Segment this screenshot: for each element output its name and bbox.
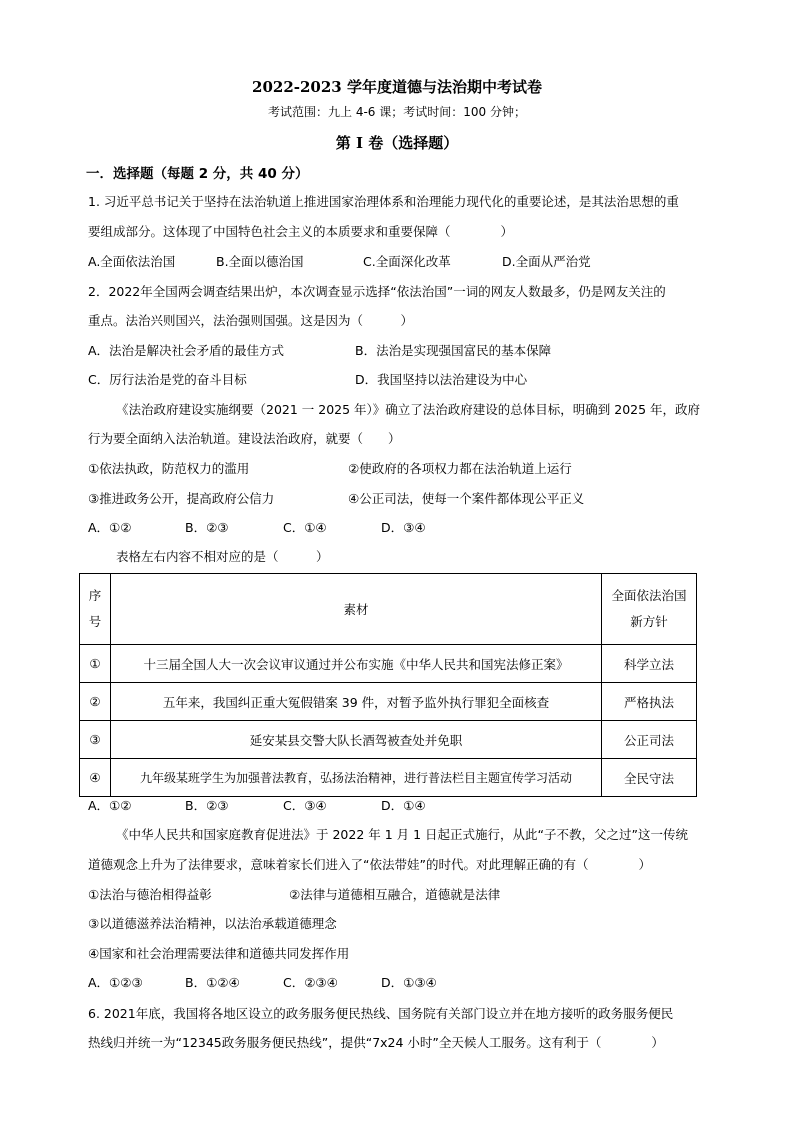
- table-header-policy-line1: 全面依法治国: [611, 588, 687, 603]
- table-cell-policy: 科学立法: [602, 645, 697, 683]
- q3-statement-3: ③推进政务公开，提高政府公信力: [88, 491, 275, 506]
- q3-option-b: B．②③: [185, 520, 229, 535]
- q5-statement-1: ①法治与德治相得益彰: [88, 887, 212, 902]
- q5-option-d: D．①③④: [381, 975, 437, 990]
- q3-stem-line1: 《法治政府建设实施纲要（2021 一 2025 年）》确立了法治政府建设的总体目标，明确到 2025 年，政府: [116, 402, 701, 417]
- table-cell-no: ③: [80, 721, 111, 759]
- q2-option-c: C．厉行法治是党的奋斗目标: [88, 372, 247, 387]
- table-cell-material: 五年来，我国纠正重大冤假错案 39 件，对暂予监外执行罪犯全面核查: [111, 683, 602, 721]
- exam-title: 2022-2023 学年度道德与法治期中考试卷: [252, 78, 542, 96]
- q2-stem-line2: 重点。法治兴则国兴，法治强则国强。这是因为（ ）: [88, 313, 414, 328]
- q1-stem-line2: 要组成部分。这体现了中国特色社会主义的本质要求和重要保障（ ）: [88, 224, 514, 239]
- q4-option-b: B．②③: [185, 798, 229, 813]
- table-row: [80, 759, 697, 797]
- q2-option-b: B．法治是实现强国富民的基本保障: [355, 343, 552, 358]
- q3-statement-2: ②使政府的各项权力都在法治轨道上运行: [348, 461, 572, 476]
- table-cell-policy: 严格执法: [602, 683, 697, 721]
- table-row: [80, 721, 697, 759]
- q4-option-c: C．③④: [283, 798, 327, 813]
- q3-option-a: A．①②: [88, 520, 132, 535]
- q3-option-c: C．①④: [283, 520, 327, 535]
- q1-option-a: A.全面依法治国: [88, 254, 176, 269]
- q1-option-d: D.全面从严治党: [502, 254, 591, 269]
- exam-subtitle: 考试范围：九上 4-6 课；考试时间：100 分钟；: [268, 105, 526, 119]
- table-cell-no: ①: [80, 645, 111, 683]
- q4-stem: 表格左右内容不相对应的是（ ）: [116, 549, 329, 564]
- q5-stem-line2: 道德观念上升为了法律要求，意味着家长们进入了“依法带娃”的时代。对此理解正确的有（ ）: [88, 857, 651, 872]
- q3-stem-line2: 行为要全面纳入法治轨道。建设法治政府，就要（ ）: [88, 431, 401, 446]
- part-heading: 第 Ⅰ 卷（选择题）: [335, 134, 459, 152]
- q2-option-d: D．我国坚持以法治建设为中心: [355, 372, 528, 387]
- q5-option-c: C．②③④: [283, 975, 338, 990]
- q3-option-d: D．③④: [381, 520, 426, 535]
- q6-stem-line1: 6. 2021年底，我国将各地区设立的政务服务便民热线、国务院有关部门设立并在地方接听的政务服务便民: [88, 1006, 674, 1021]
- table-cell-material: 延安某县交警大队长酒驾被查处并免职: [111, 721, 602, 759]
- q4-table: [79, 573, 697, 797]
- q3-statement-1: ①依法执政，防范权力的滥用: [88, 461, 250, 476]
- table-header-material: 素材: [111, 574, 602, 645]
- table-cell-policy: 全民守法: [602, 759, 697, 797]
- q4-option-a: A．①②: [88, 798, 132, 813]
- table-cell-no: ②: [80, 683, 111, 721]
- q3-statement-4: ④公正司法，使每一个案件都体现公平正义: [348, 491, 585, 506]
- q5-statement-2: ②法律与道德相互融合，道德就是法律: [289, 887, 501, 902]
- table-header-seq: [80, 574, 111, 645]
- q5-option-a: A．①②③: [88, 975, 143, 990]
- table-row: [80, 645, 697, 683]
- q1-stem-line1: 1. 习近平总书记关于坚持在法治轨道上推进国家治理体系和治理能力现代化的重要论述，是其法治思想的重: [88, 194, 679, 209]
- table-header-seq-char1: 序: [88, 588, 102, 603]
- q1-option-c: C.全面深化改革: [363, 254, 451, 269]
- q2-option-a: A．法治是解决社会矛盾的最佳方式: [88, 343, 285, 358]
- q5-statement-3: ③以道德滋养法治精神，以法治承载道德理念: [88, 916, 337, 931]
- table-cell-no: ④: [80, 759, 111, 797]
- table-header-seq-char2: 号: [88, 614, 102, 629]
- q1-option-b: B.全面以德治国: [216, 254, 304, 269]
- q5-statement-4: ④国家和社会治理需要法律和道德共同发挥作用: [88, 946, 350, 961]
- table-header-row: [80, 574, 697, 645]
- table-cell-material: 十三届全国人大一次会议审议通过并公布实施《中华人民共和国宪法修正案》: [111, 645, 602, 683]
- q5-option-b: B．①②④: [185, 975, 240, 990]
- q5-stem-line1: 《中华人民共和国家庭教育促进法》于 2022 年 1 月 1 日起正式施行，从此“子不教，父之过”这一传统: [116, 827, 689, 842]
- q6-stem-line2: 热线归并统一为“12345政务服务便民热线”，提供“7x24 小时”全天候人工服务。这有利于（ ）: [88, 1035, 664, 1050]
- table-row: [80, 683, 697, 721]
- table-cell-material: 九年级某班学生为加强普法教育，弘扬法治精神，进行普法栏目主题宣传学习活动: [111, 759, 602, 797]
- q2-stem-line1: 2．2022年全国两会调查结果出炉，本次调查显示选择“依法治国”一词的网友人数最多，仍是网友关注的: [88, 284, 666, 299]
- q4-option-d: D．①④: [381, 798, 426, 813]
- table-header-policy-line2: 新方针: [630, 614, 668, 629]
- table-cell-policy: 公正司法: [602, 721, 697, 759]
- section-heading: 一．选择题（每题 2 分，共 40 分）: [86, 166, 309, 182]
- table-header-policy: [602, 574, 697, 645]
